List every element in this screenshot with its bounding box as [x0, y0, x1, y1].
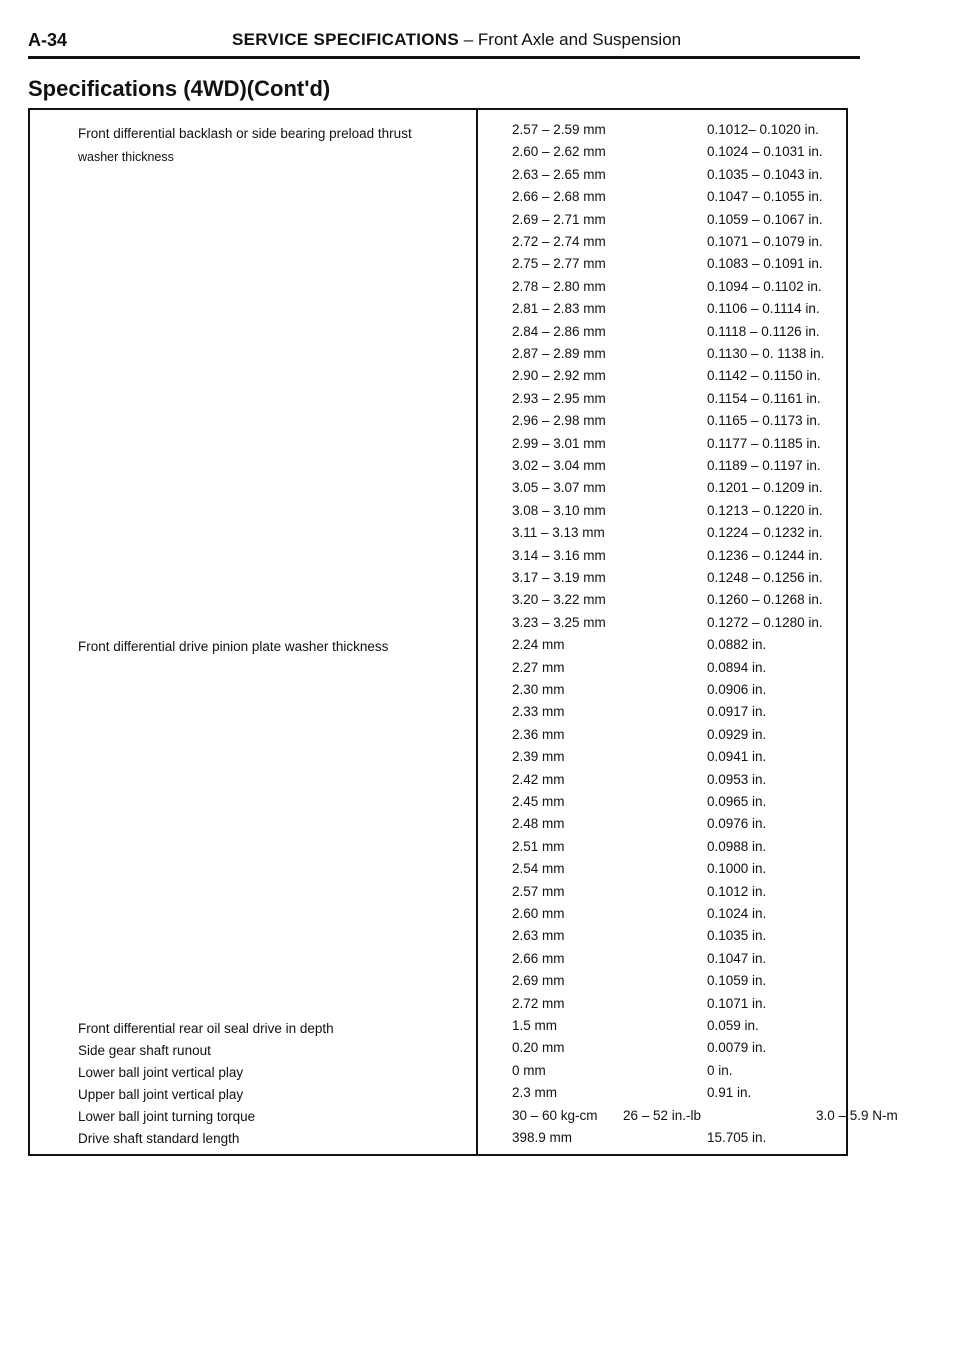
- value-mm: 2.66 mm: [512, 950, 565, 966]
- value-mm: 2.63 – 2.65 mm: [512, 166, 606, 182]
- value-mm: 2.69 – 2.71 mm: [512, 211, 606, 227]
- value-inch: 0.91 in.: [707, 1085, 752, 1101]
- value-mm: 2.39 mm: [512, 749, 565, 765]
- value-mm: 2.66 – 2.68 mm: [512, 189, 606, 205]
- table-row: [30, 749, 846, 771]
- value-inch: 0.1236 – 0.1244 in.: [707, 547, 823, 563]
- table-row: [30, 727, 846, 749]
- table-row: [30, 346, 846, 368]
- value-mm: 3.17 – 3.19 mm: [512, 570, 606, 585]
- table-row: [30, 458, 846, 480]
- value-inch: 0.1224 – 0.1232 in.: [707, 525, 823, 541]
- value-mm: 2.87 – 2.89 mm: [512, 346, 606, 361]
- value-mm: 2.81 – 2.83 mm: [512, 301, 606, 317]
- value-mm: 2.51 mm: [512, 838, 565, 854]
- value-mm: 2.72 mm: [512, 995, 565, 1011]
- value-mm: 2.30 mm: [512, 682, 565, 697]
- value-mm: 2.54 mm: [512, 861, 565, 877]
- value-mm: 2.93 – 2.95 mm: [512, 390, 606, 406]
- value-mm: 2.96 – 2.98 mm: [512, 413, 606, 429]
- table-row: [30, 1018, 846, 1040]
- table-row: [30, 928, 846, 950]
- table-row: [30, 256, 846, 278]
- header-rule: [28, 56, 860, 59]
- value-inch: 0.1012 in.: [707, 883, 767, 899]
- value-inch: 0.0906 in.: [707, 682, 767, 697]
- value-inch: 0.1047 in.: [707, 950, 767, 966]
- table-row: [30, 1130, 846, 1152]
- spec-label: Front differential backlash or side bearing preload thrust: [78, 126, 412, 141]
- value-inch: 0.1047 – 0.1055 in.: [707, 189, 823, 205]
- value-mm: 2.42 mm: [512, 771, 565, 787]
- value-inch: 0.1189 – 0.1197 in.: [707, 458, 821, 473]
- value-mm: 2.3 mm: [512, 1085, 558, 1101]
- header-title: [232, 30, 681, 50]
- table-row: [30, 660, 846, 682]
- value-mm: 2.24 mm: [512, 637, 565, 653]
- value-inch: 0.1248 – 0.1256 in.: [707, 570, 823, 585]
- spec-label: Upper ball joint vertical play: [78, 1087, 244, 1102]
- value-inch: 0.1272 – 0.1280 in.: [707, 614, 823, 630]
- spec-table: [28, 108, 898, 1156]
- table-row: [30, 973, 846, 995]
- value-inch: 0.0976 in.: [707, 816, 767, 832]
- value-inch: 0.0917 in.: [707, 704, 767, 720]
- header-title-rest: – Front Axle and Suspension: [459, 30, 682, 49]
- value-mm: 2.72 – 2.74 mm: [512, 234, 606, 249]
- value-mm: 0 mm: [512, 1062, 546, 1078]
- table-row: [30, 212, 846, 234]
- value-inch: 0.1083 – 0.1091 in.: [707, 256, 823, 272]
- value-mm: 3.11 – 3.13 mm: [512, 525, 605, 541]
- value-inch: 0.1165 – 0.1173 in.: [707, 413, 821, 429]
- table-row: [30, 234, 846, 256]
- value-inch: 0.0965 in.: [707, 794, 767, 809]
- value-inch: 0.0953 in.: [707, 771, 767, 787]
- table-row: [30, 1063, 846, 1085]
- value-inch: 0.1201 – 0.1209 in.: [707, 480, 823, 496]
- value-inch: 0.0894 in.: [707, 659, 767, 675]
- section-title: Specifications (4WD)(Cont'd): [28, 76, 331, 101]
- header-title-bold: SERVICE SPECIFICATIONS: [232, 30, 460, 49]
- table-row: [30, 324, 846, 346]
- value-mm: 2.60 – 2.62 mm: [512, 144, 606, 160]
- table-row: [30, 436, 846, 458]
- value-mm: 2.63 mm: [512, 928, 565, 944]
- table-row: [30, 615, 846, 637]
- value-inch: 0.1024 – 0.1031 in.: [707, 144, 823, 160]
- value-inch: 0.059 in.: [707, 1018, 759, 1033]
- value-mm: 2.99 – 3.01 mm: [512, 435, 606, 451]
- spec-label: Drive shaft standard length: [78, 1131, 240, 1146]
- table-row: [30, 480, 846, 502]
- value-inch: 0.1213 – 0.1220 in.: [707, 502, 823, 518]
- value-inch: 0.0929 in.: [707, 726, 767, 742]
- spec-label: Front differential rear oil seal drive in depth: [78, 1021, 334, 1036]
- value-inch: 0.1071 – 0.1079 in.: [707, 234, 823, 249]
- spec-label: Side gear shaft runout: [78, 1043, 211, 1058]
- table-row: [30, 413, 846, 435]
- table-row: [30, 839, 846, 861]
- spec-label: Front differential drive pinion plate washer thickness: [78, 639, 389, 654]
- value-mm: 2.36 mm: [512, 726, 565, 742]
- table-row: [30, 122, 846, 144]
- value-mm: 2.33 mm: [512, 704, 565, 720]
- page-header: [28, 30, 848, 54]
- value-inch: 0.1177 – 0.1185 in.: [707, 435, 821, 451]
- table-row: [30, 704, 846, 726]
- page-number: A-34: [28, 30, 68, 50]
- value-inch: 0.0988 in.: [707, 838, 767, 854]
- table-row: [30, 906, 846, 928]
- table-row: [30, 167, 846, 189]
- table-row: [30, 592, 846, 614]
- table-row: [30, 279, 846, 301]
- value-mm: 3.05 – 3.07 mm: [512, 480, 606, 496]
- value-mm: 2.60 mm: [512, 906, 565, 921]
- table-row: [30, 189, 846, 211]
- value-inch: 0.1142 – 0.1150 in.: [707, 368, 821, 384]
- value-inch: 0.1024 in.: [707, 906, 767, 921]
- value-inch: 0.1154 – 0.1161 in.: [707, 390, 821, 406]
- value-inch: 0.0941 in.: [707, 749, 767, 765]
- table-row: [30, 368, 846, 390]
- value-mm: 0.20 mm: [512, 1040, 565, 1056]
- table-row: [30, 772, 846, 794]
- table-row: [30, 996, 846, 1018]
- value-mm: 2.57 mm: [512, 883, 565, 899]
- value-inch: 0.0079 in.: [707, 1040, 767, 1056]
- value-inch: 0.1035 in.: [707, 928, 767, 944]
- value-inch: 0.1059 – 0.1067 in.: [707, 211, 823, 227]
- spec-values-column: [30, 110, 898, 1154]
- table-row: [30, 1107, 898, 1130]
- value-inch: 0.1260 – 0.1268 in.: [707, 592, 823, 608]
- value-inch: 0.0882 in.: [707, 637, 767, 653]
- value-inch: 0 in.: [707, 1062, 733, 1078]
- table-row: [30, 144, 846, 166]
- value-mm: 2.45 mm: [512, 794, 565, 809]
- value-mm: 2.78 – 2.80 mm: [512, 278, 606, 294]
- table-row: [30, 861, 846, 883]
- table-row: [30, 816, 846, 838]
- table-row: [30, 682, 846, 704]
- value-nm: 3.0 – 5.9 N-m: [816, 1107, 898, 1123]
- value-inch: 0.1035 – 0.1043 in.: [707, 166, 823, 182]
- table-row: [30, 525, 846, 547]
- value-mm: 1.5 mm: [512, 1018, 558, 1033]
- value-inch: 0.1059 in.: [707, 973, 767, 989]
- value-mm: 398.9 mm: [512, 1130, 573, 1145]
- table-row: [30, 1040, 846, 1062]
- value-inch: 0.1012– 0.1020 in.: [707, 122, 819, 137]
- value-inch: 0.1071 in.: [707, 995, 767, 1011]
- spec-label: Lower ball joint turning torque: [78, 1109, 256, 1124]
- value-mm: 2.69 mm: [512, 973, 565, 989]
- spec-label: washer thickness: [78, 150, 174, 164]
- table-row: [30, 884, 846, 906]
- value-mm: 2.84 – 2.86 mm: [512, 323, 606, 339]
- value-mm: 2.90 – 2.92 mm: [512, 368, 606, 384]
- table-row: [30, 301, 846, 323]
- value-mm: 3.23 – 3.25 mm: [512, 614, 606, 630]
- value-inch: 0.1118 – 0.1126 in.: [707, 323, 820, 339]
- value-mm: 2.48 mm: [512, 816, 565, 832]
- value-mm: 3.20 – 3.22 mm: [512, 592, 606, 608]
- value-mm: 3.02 – 3.04 mm: [512, 458, 606, 473]
- spec-label: Lower ball joint vertical play: [78, 1065, 244, 1080]
- value-inch: 0.1000 in.: [707, 861, 767, 877]
- value-inch: 0.1106 – 0.1114 in.: [707, 301, 820, 317]
- table-row: [30, 391, 846, 413]
- table-row: [30, 794, 846, 816]
- table-row: [30, 1085, 846, 1107]
- value-inch: 15.705 in.: [707, 1130, 767, 1145]
- table-row: [30, 637, 846, 659]
- table-row: [30, 503, 846, 525]
- value-mm: 2.27 mm: [512, 659, 565, 675]
- value-inch: 0.1130 – 0. 1138 in.: [707, 346, 825, 361]
- value-mm: 3.08 – 3.10 mm: [512, 502, 606, 518]
- value-mm: 2.75 – 2.77 mm: [512, 256, 606, 272]
- value-inch: 26 – 52 in.-lb: [623, 1107, 702, 1123]
- value-inch: 0.1094 – 0.1102 in.: [707, 278, 822, 294]
- value-mm: 2.57 – 2.59 mm: [512, 122, 606, 137]
- value-mm: 30 – 60 kg-cm: [512, 1107, 598, 1123]
- table-row: [30, 951, 846, 973]
- table-row: [30, 548, 846, 570]
- value-mm: 3.14 – 3.16 mm: [512, 547, 606, 563]
- table-row: [30, 570, 846, 592]
